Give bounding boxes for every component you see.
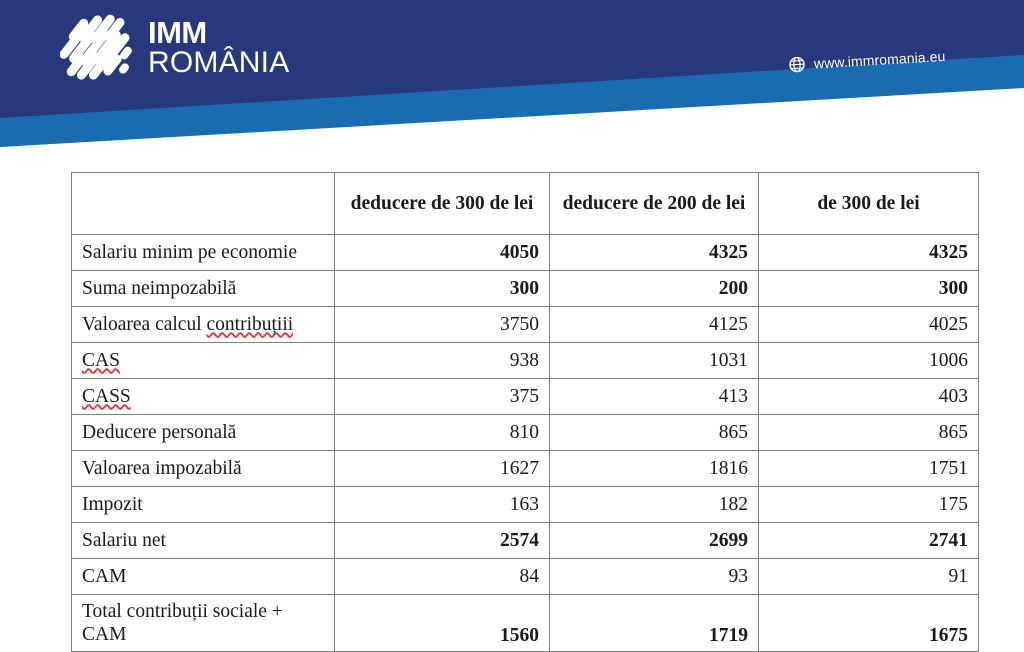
cell-value: 4325 — [550, 235, 759, 271]
cell-value: 91 — [759, 559, 979, 595]
table-row — [72, 451, 979, 487]
cell-value: 300 — [335, 271, 550, 307]
page-banner — [0, 0, 1024, 162]
cell-value: 84 — [335, 559, 550, 595]
cell-value: 93 — [550, 559, 759, 595]
table-row — [72, 523, 979, 559]
cell-value: 1006 — [759, 343, 979, 379]
logo-hexagon-stripes-icon — [60, 12, 136, 84]
cell-value: 375 — [335, 379, 550, 415]
row-label — [72, 343, 335, 379]
table-row — [72, 235, 979, 271]
cell-value: 300 — [759, 271, 979, 307]
table-row — [72, 559, 979, 595]
spellcheck-underline: CAS — [82, 349, 120, 371]
cell-value: 1031 — [550, 343, 759, 379]
row-label: Salariu net — [72, 523, 335, 559]
cell-value: 865 — [759, 415, 979, 451]
column-header-label — [72, 173, 335, 235]
table-row — [72, 487, 979, 523]
cell-value: 182 — [550, 487, 759, 523]
row-label: Valoarea impozabilă — [72, 451, 335, 487]
cell-value: 4050 — [335, 235, 550, 271]
column-header-deducere-300: deducere de 300 de lei — [335, 173, 550, 235]
spellcheck-underline: CASS — [82, 385, 131, 407]
website-url-text: www.immromania.eu — [813, 47, 946, 72]
salary-calculation-table — [71, 172, 979, 652]
table-header — [72, 173, 979, 235]
cell-value: 2741 — [759, 523, 979, 559]
cell-value: 2699 — [550, 523, 759, 559]
cell-value: 1719 — [550, 595, 759, 652]
logo-text-romania: ROMÂNIA — [148, 46, 290, 80]
logo-wordmark — [148, 15, 290, 80]
cell-value: 865 — [550, 415, 759, 451]
row-label: Impozit — [72, 487, 335, 523]
table-row — [72, 343, 979, 379]
cell-value: 1816 — [550, 451, 759, 487]
logo-text-imm: IMM — [148, 15, 207, 51]
row-label: Total contribuții sociale + CAM — [72, 595, 335, 652]
spellcheck-underline: contribuțiii — [206, 313, 294, 335]
cell-value: 4125 — [550, 307, 759, 343]
column-header-deducere-200: deducere de 200 de lei — [550, 173, 759, 235]
table-row — [72, 595, 979, 652]
row-label: Deducere personală — [72, 415, 335, 451]
cell-value: 413 — [550, 379, 759, 415]
imm-romania-logo — [60, 12, 289, 84]
cell-value: 1627 — [335, 451, 550, 487]
cell-value: 1675 — [759, 595, 979, 652]
cell-value: 4025 — [759, 307, 979, 343]
table-body — [72, 235, 979, 652]
table-row — [72, 307, 979, 343]
globe-icon — [789, 56, 806, 73]
row-label: CAM — [72, 559, 335, 595]
cell-value: 163 — [335, 487, 550, 523]
row-label: Suma neimpozabilă — [72, 271, 335, 307]
row-label — [72, 379, 335, 415]
cell-value: 175 — [759, 487, 979, 523]
column-header-de-300-lei: de 300 de lei — [759, 173, 979, 235]
table-row — [72, 379, 979, 415]
cell-value: 4325 — [759, 235, 979, 271]
cell-value: 1751 — [759, 451, 979, 487]
cell-value: 403 — [759, 379, 979, 415]
row-label: Salariu minim pe economie — [72, 235, 335, 271]
cell-value: 2574 — [335, 523, 550, 559]
cell-value: 1560 — [335, 595, 550, 652]
cell-value: 200 — [550, 271, 759, 307]
table-row — [72, 415, 979, 451]
cell-value: 810 — [335, 415, 550, 451]
row-label: Valoarea calcul contribuțiii — [72, 307, 335, 343]
table-row — [72, 271, 979, 307]
cell-value: 938 — [335, 343, 550, 379]
table-header-row — [72, 173, 979, 235]
cell-value: 3750 — [335, 307, 550, 343]
salary-calculation-table-container — [71, 172, 978, 652]
